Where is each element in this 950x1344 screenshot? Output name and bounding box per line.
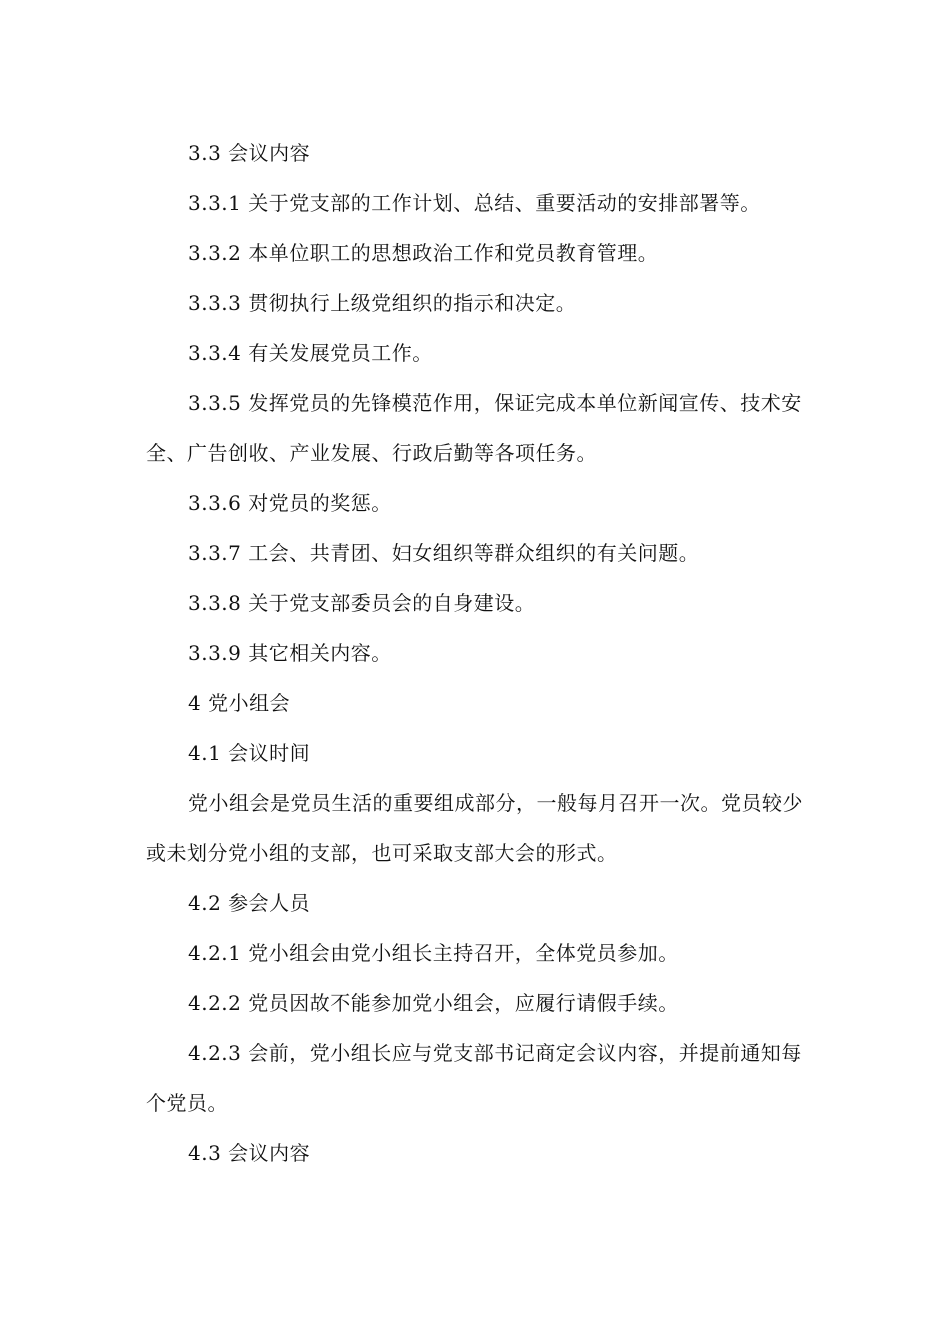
paragraph-3-3-5: 3.3.5 发挥党员的先锋模范作用，保证完成本单位新闻宣传、技术安全、广告创收、产业发展、行政后勤等各项任务。	[146, 391, 802, 465]
paragraph-3-3-7: 3.3.7 工会、共青团、妇女组织等群众组织的有关问题。	[188, 541, 700, 565]
document-body	[146, 128, 806, 1178]
paragraph-3-3-6: 3.3.6 对党员的奖惩。	[188, 491, 392, 515]
paragraph-3-3-4: 3.3.4 有关发展党员工作。	[188, 341, 433, 365]
section-heading-4: 4 党小组会	[188, 691, 291, 715]
paragraph-3-3-2: 3.3.2 本单位职工的思想政治工作和党员教育管理。	[188, 241, 659, 265]
section-heading-3-3: 3.3 会议内容	[188, 141, 311, 165]
paragraph-3-3-1: 3.3.1 关于党支部的工作计划、总结、重要活动的安排部署等。	[188, 191, 761, 215]
paragraph-3-3-9: 3.3.9 其它相关内容。	[188, 641, 392, 665]
section-heading-4-3: 4.3 会议内容	[188, 1141, 311, 1165]
paragraph-4-2-3: 4.2.3 会前，党小组长应与党支部书记商定会议内容，并提前通知每个党员。	[146, 1041, 802, 1115]
paragraph-4-2-2: 4.2.2 党员因故不能参加党小组会，应履行请假手续。	[188, 991, 679, 1015]
section-heading-4-2: 4.2 参会人员	[188, 891, 311, 915]
paragraph-4-2-1: 4.2.1 党小组会由党小组长主持召开，全体党员参加。	[188, 941, 679, 965]
section-heading-4-1: 4.1 会议时间	[188, 741, 311, 765]
paragraph-4-1-body: 党小组会是党员生活的重要组成部分，一般每月召开一次。党员较少或未划分党小组的支部，也可采取支部大会的形式。	[146, 791, 803, 865]
paragraph-3-3-8: 3.3.8 关于党支部委员会的自身建设。	[188, 591, 536, 615]
paragraph-3-3-3: 3.3.3 贯彻执行上级党组织的指示和决定。	[188, 291, 577, 315]
